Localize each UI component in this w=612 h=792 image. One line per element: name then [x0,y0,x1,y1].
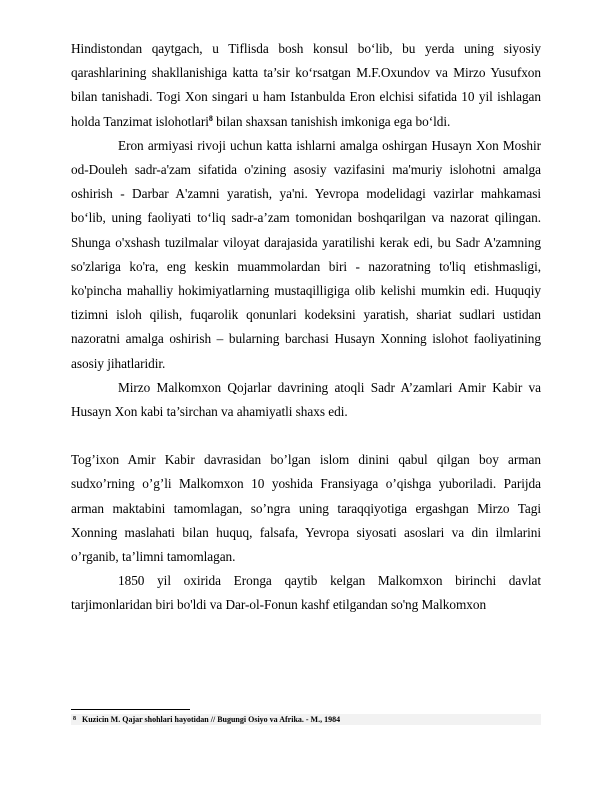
body-text [71,37,541,618]
footnote-number: 8 [73,716,76,722]
paragraph-1 [71,37,541,134]
paragraph-1-text: Hindistondan qaytgach, u Tiflisda bosh konsul bo‘lib, bu yerda uning siyosiy qarashlarining shakllanishiga katta ta’sir ko‘rsatgan M.F.Oxundov va Mirzo Yusufxon bilan tanishadi. Togi Xon singari u ham Istanbulda Eron elchisi sifatida 10 yil ishlagan holda Tanzimat islohotlari [71,41,541,129]
footnote-text: Kuzicin M. Qajar shohlari hayotidan // Bugungi Osiyo va Afrika. - M., 1984 [82,715,341,724]
footnote-separator [71,709,190,710]
paragraph-2: Eron armiyasi rivoji uchun katta ishlarni amalga oshirgan Husayn Xon Moshir od-Douleh sadr-a'zam sifatida o'zining asosiy vazifasini ma'muriy islohotni amalga oshirish - Darbar A'zamni yaratish, ya'ni. Yevropa modelidagi vazirlar mahkamasi bo‘lib, uning faoliyati to‘liq sadr-a’zam tomonidan boshqarilgan va nazorat qilingan. Shunga o'xshash tuzilmalar viloyat darajasida yaratilishi kerak edi, bu Sadr A'zamning so'zlariga ko'ra, eng keskin muammolardan biri - nazoratning to'liq etishmasligi, ko'pincha mahalliy hokimiyatlarning mustaqilligiga olib kelishi mumkin edi. Huquqiy tizimni isloh qilish, fuqarolik qonunlari kodeksini yaratish, shariat sudlari ustidan nazoratni amalga oshirish – bularning barchasi Husayn Xonning islohot faoliyatining asosiy jihatlaridir. [71,137,541,371]
paragraph-1-tail: bilan shaxsan tanishish imkoniga ega bo‘ldi. [212,113,451,129]
footnote-reference[interactable]: 8 [208,113,213,123]
footnote [71,714,541,725]
paragraph-4: Tog’ixon Amir Kabir davrasidan bo’lgan islom dinini qabul qilgan boy arman sudxo’rning o’g’li Malkomxon 10 yoshida Fransiyaga o’qishga yuboriladi. Parijda arman maktabini tamomlagan, so’ngra uning taraqqiyotiga ergashgan Mirzo Tagi Xonning maslahati bilan huquq, falsafa, Yevropa siyosati asoslari va din ilmlarini o’rganib, ta’limni tamomlagan. [71,452,541,565]
paragraph-5: 1850 yil oxirida Eronga qaytib kelgan Malkomxon birinchi davlat tarjimonlaridan biri bo'ldi va Dar-ol-Fonun kashf etilgandan so'ng Malkomxon [71,573,541,613]
paragraph-3: Mirzo Malkomxon Qojarlar davrining atoqli Sadr A’zamlari Amir Kabir va Husayn Xon kabi ta’sirchan va ahamiyatli shaxs edi. [71,379,541,420]
